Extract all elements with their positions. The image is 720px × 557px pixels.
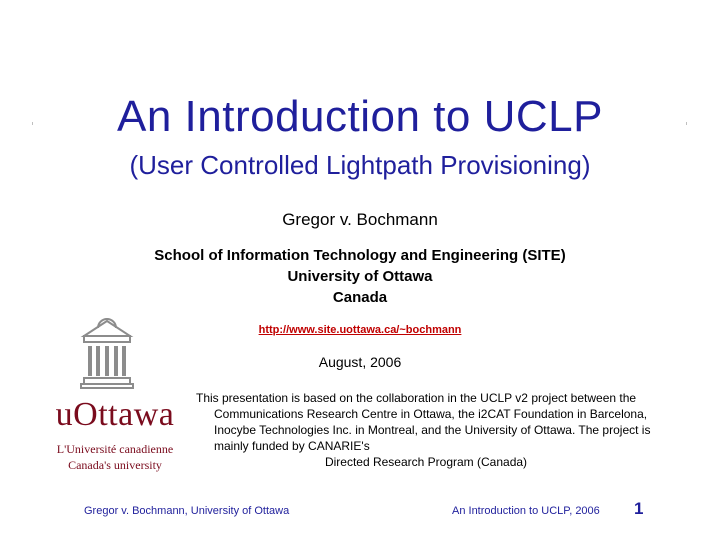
footer-author: Gregor v. Bochmann, University of Ottawa [84,505,290,517]
affiliation-university: University of Ottawa [287,268,433,285]
acknowledgement-note [196,390,656,470]
homepage-link[interactable]: http://www.site.uottawa.ca/~bochmann [258,324,462,336]
affiliation-country: Canada [332,289,388,306]
uottawa-logo [40,318,190,478]
logo-tagline-english: Canada's university [68,458,162,472]
logo-wordmark: uOttawa [55,396,175,433]
author-name: Gregor v. Bochmann [282,210,438,229]
affiliation-block [0,245,720,308]
affiliation-school: School of Information Technology and Engineering (SITE) [154,247,566,264]
university-building-icon [78,318,136,390]
logo-tagline-french: L'Université canadienne [56,442,174,456]
presentation-date: August, 2006 [318,354,402,370]
footer-title: An Introduction to UCLP, 2006 [452,505,600,517]
slide-title: An Introduction to UCLP [117,92,603,141]
slide-subtitle: (User Controlled Lightpath Provisioning) [129,150,591,180]
acknowledgement-text-end: Directed Research Program (Canada) [324,455,528,469]
page-number: 1 [634,499,644,518]
acknowledgement-text: This presentation is based on the collaboration in the UCLP v2 project between the Communications Research Centre in Ottawa, the i2CAT Foundation in Barcelona, Inocybe Technologies Inc. in Montreal, and the University of Ottawa. The project is mainly funded by CANARIE's [196,391,651,453]
